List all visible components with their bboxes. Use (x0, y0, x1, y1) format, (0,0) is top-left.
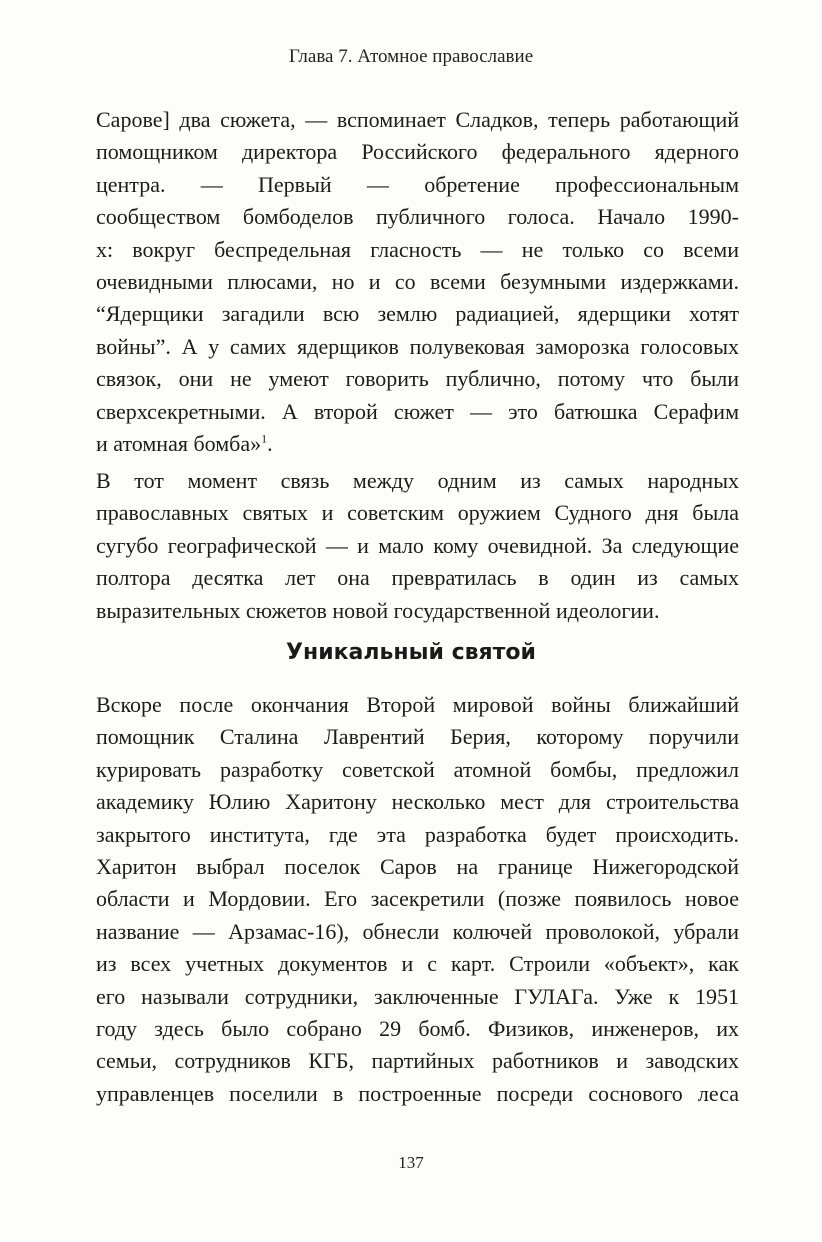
paragraph-3 (96, 689, 739, 1110)
text-line: управленцев поселили в построенные посреди соснового леса (96, 1080, 739, 1106)
text-line: году здесь было собрано 29 бомб. Физиков, инженеров, их (96, 1016, 739, 1042)
text-line: название — Арзамас-16), обнесли колючей проволокой, убрали (96, 918, 739, 944)
text-line: его называли сотрудники, заключенные ГУЛАГа. Уже к 1951 (96, 983, 739, 1009)
page-number: 137 (398, 1153, 424, 1172)
text-line: очевидными плюсами, но и со всеми безумными издержками. (96, 269, 739, 295)
running-head: Глава 7. Атомное православие (288, 46, 534, 67)
text-line: семьи, сотрудников КГБ, партийных работников и заводских (96, 1048, 739, 1074)
text-line-last (96, 428, 739, 460)
text-fragment: и атомная бомба» (96, 431, 262, 457)
paragraph-2 (96, 465, 739, 627)
text-line: центра. — Первый — обретение профессиональным (96, 171, 739, 197)
text-line: связок, они не умеют говорить публично, потому что были (96, 366, 739, 392)
text-line: сугубо географической — и мало кому очевидной. За следующие (96, 532, 739, 558)
text-line: Харитон выбрал поселок Саров на границе Нижегородской (96, 854, 739, 880)
paragraph-1 (96, 104, 739, 460)
text-line: помощник Сталина Лаврентий Берия, которому поручили (96, 724, 739, 750)
sentence-end: . (267, 431, 273, 457)
section-heading: Уникальный святой (286, 640, 536, 665)
text-line: православных святых и советским оружием Судного дня была (96, 500, 739, 526)
text-line: из всех учетных документов и с карт. Строили «объект», как (96, 951, 739, 977)
text-line: Сарове] два сюжета, — вспоминает Сладков, теперь работающий (96, 107, 739, 132)
text-line: академику Юлию Харитону несколько мест для строительства (96, 789, 739, 815)
footnote-reference[interactable]: 1 (261, 431, 268, 446)
text-line: закрытого института, где эта разработка будет происходить. (96, 821, 739, 847)
text-line: области и Мордовии. Его засекретили (позже появилось новое (96, 886, 739, 912)
text-line: сообществом бомбоделов публичного голоса. Начало 1990- (96, 204, 739, 230)
text-line: сверхсекретными. А второй сюжет — это батюшка Серафим (96, 398, 739, 424)
text-line-last: выразительных сюжетов новой государственной идеологии. (96, 597, 660, 623)
text-line: помощником директора Российского федерального ядерного (96, 139, 739, 165)
text-line: “Ядерщики загадили всю землю радиацией, ядерщики хотят (96, 301, 739, 327)
text-line: полтора десятка лет она превратилась в один из самых (96, 565, 739, 591)
text-line: Вскоре после окончания Второй мировой войны ближайший (96, 692, 739, 717)
text-line: курировать разработку советской атомной бомбы, предложил (96, 756, 739, 782)
text-line: х: вокруг беспредельная гласность — не только со всеми (96, 236, 739, 262)
text-line: В тот момент связь между одним из самых народных (96, 468, 739, 493)
text-line: войны”. А у самих ядерщиков полувековая заморозка голосовых (96, 333, 739, 359)
